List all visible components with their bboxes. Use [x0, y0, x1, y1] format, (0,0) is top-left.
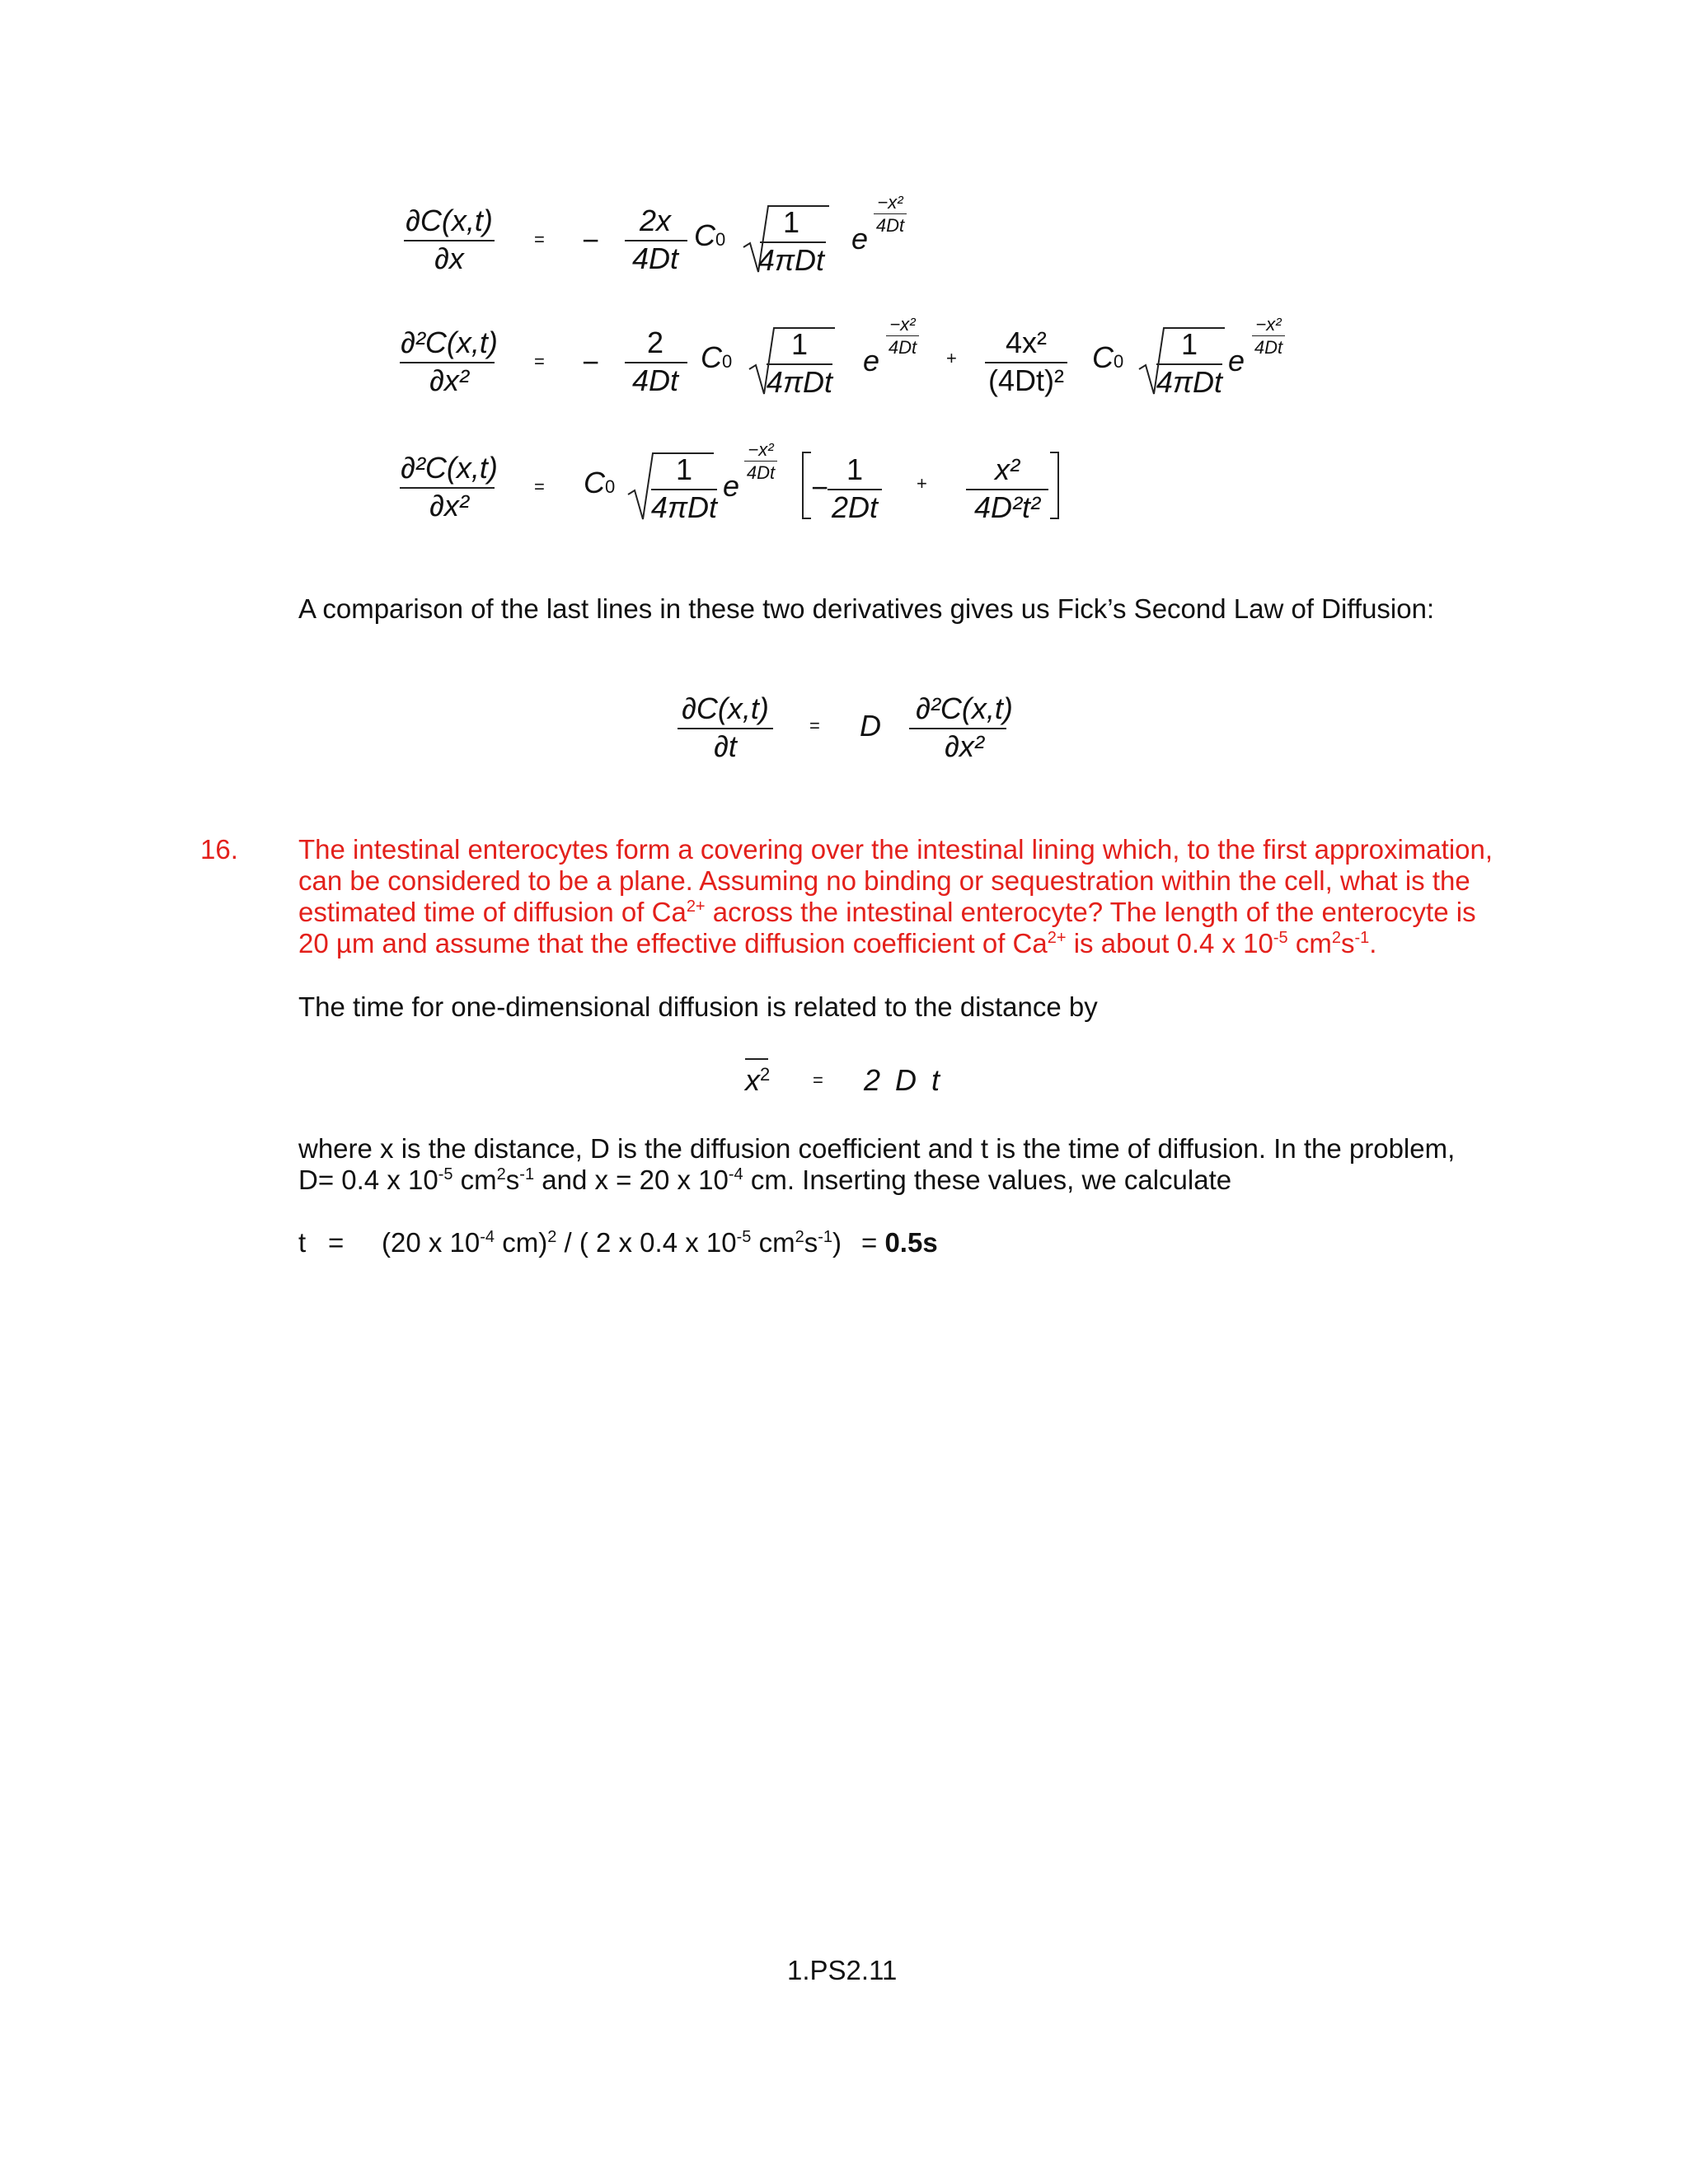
- fick-equals: =: [809, 715, 820, 736]
- eq1-coef-numerator: 2x: [639, 204, 672, 237]
- answer-intro: The time for one-dimensional diffusion is related to the distance by: [298, 991, 1098, 1022]
- diffusion-equals: =: [813, 1070, 823, 1090]
- eq2-coef-denominator: 4Dt: [631, 363, 679, 397]
- eq2-exp-numerator: −x²: [889, 314, 916, 335]
- eq3-t1-bar: [828, 489, 882, 490]
- mean-overbar: [745, 1058, 768, 1060]
- eq2-root-numerator: 1: [790, 327, 809, 361]
- eq3-equals: =: [534, 476, 545, 497]
- eq2-lhs-bar: [400, 362, 495, 363]
- eq2-coef2-bar: [985, 362, 1067, 363]
- where-line-2: D= 0.4 x $10^{-5}$ $cm^2s^{-1}$ and x = 20 x $10^{-4}$ cm. Inserting these values, we calculate: [298, 1165, 1232, 1195]
- eq3-exp-fraction: [740, 441, 781, 482]
- eq1-root-denominator: 4πDt: [757, 243, 825, 277]
- eq2-e2: e: [1228, 344, 1245, 377]
- eq3-lhs-bar: [400, 487, 495, 489]
- eq1-exp-numerator: −x²: [877, 192, 903, 213]
- diffusion-lhs: $x^2$: [745, 1063, 771, 1097]
- eq1-exp-fraction: [870, 194, 911, 235]
- eq2-plus: +: [946, 348, 957, 368]
- eq1-lhs-bar: [404, 240, 495, 241]
- eq1-exp-denominator: 4Dt: [875, 215, 905, 236]
- eq2-coef-numerator: 2: [646, 326, 664, 359]
- fick-rhs-bar: [909, 728, 1006, 729]
- calc-expression: (20 x $10^{-4}$ cm)$^2$ / ( 2 x 0.4 x $10^{-5}$ $cm^2s^{-1}) = 0.5s$: [382, 1227, 938, 1258]
- fick-lhs-numerator: ∂C(x,t): [682, 691, 769, 725]
- problem-line-3: estimated time of diffusion of $Ca^{2+}$ across the intestinal enterocyte? The length of the enterocyte is: [298, 897, 1476, 927]
- eq3-t2-numerator: x²: [995, 452, 1020, 486]
- eq2-exp2-bar: [1252, 335, 1285, 336]
- eq3-t2-denominator: 4D²t²: [974, 490, 1040, 524]
- problem-line-1: The intestinal enterocytes form a covering over the intestinal lining which, to the first approximation,: [298, 834, 1493, 865]
- eq1-root-numerator: 1: [782, 205, 800, 239]
- eq2-exp-bar: [886, 335, 919, 336]
- eq3-right-bracket: [1048, 451, 1060, 520]
- eq2-root-bar: [767, 363, 832, 365]
- fick-d: D: [860, 709, 881, 743]
- eq1-lhs-numerator: ∂C(x,t): [406, 204, 493, 237]
- eq2-e: e: [863, 344, 880, 377]
- eq2-root-denominator: 4πDt: [766, 365, 833, 399]
- eq2-root2-numerator: 1: [1180, 327, 1198, 361]
- eq1-exp-bar: [874, 213, 907, 214]
- eq1-lhs-denominator: ∂x: [434, 241, 464, 275]
- problem-line-2: can be considered to be a plane. Assuming no binding or sequestration within the cell, what is the: [298, 865, 1470, 896]
- where-line-1: where x is the distance, D is the diffusion coefficient and t is the time of diffusion. In the problem,: [298, 1133, 1456, 1164]
- eq2-minus: −: [582, 345, 600, 379]
- eq2-coef2-denominator: (4Dt)²: [988, 363, 1064, 397]
- eq3-minus: −: [811, 471, 829, 504]
- problem-line-4: 20 µm and assume that the effective diffusion coefficient of $Ca^{2+}$ is about 0.4 x $10^{-5}$ $cm^2s^{-1}$.: [298, 928, 1377, 958]
- eq1-e: e: [851, 222, 869, 255]
- eq2-coef2-numerator: 4x²: [1005, 326, 1047, 359]
- eq1-coef-denominator: 4Dt: [631, 241, 679, 275]
- eq1-minus: −: [582, 223, 600, 257]
- eq3-c0: C0: [584, 466, 616, 499]
- diffusion-rhs: 2 D t: [864, 1063, 944, 1097]
- comparison-paragraph: A comparison of the last lines in these two derivatives gives us Fick’s Second Law of Diffusion:: [298, 593, 1435, 624]
- eq3-root-numerator: 1: [675, 452, 693, 486]
- calc-result: 0.5s: [884, 1227, 938, 1258]
- eq2-c0b: C0: [1092, 340, 1124, 374]
- eq2-root2-denominator: 4πDt: [1156, 365, 1223, 399]
- fick-rhs-numerator: ∂²C(x,t): [916, 691, 1013, 725]
- eq2-lhs-denominator: ∂x²: [429, 363, 469, 397]
- page-number: 1.PS2.11: [787, 1955, 898, 1985]
- fick-rhs-denominator: ∂x²: [945, 729, 984, 763]
- eq2-c0: C0: [701, 340, 733, 374]
- eq2-exp2-fraction: [1248, 316, 1289, 357]
- eq3-root-bar: [651, 489, 717, 490]
- eq2-equals: =: [534, 351, 545, 372]
- eq3-lhs-denominator: ∂x²: [429, 489, 469, 523]
- eq1-coef-bar: [625, 240, 687, 241]
- eq3-plus: +: [917, 473, 927, 494]
- eq2-exp2-numerator: −x²: [1255, 314, 1282, 335]
- fick-lhs-bar: [678, 728, 773, 729]
- eq1-c0: C0: [694, 218, 726, 252]
- fick-lhs-denominator: ∂t: [714, 729, 737, 763]
- eq3-t1-numerator: 1: [846, 452, 864, 486]
- eq2-coef-bar: [625, 362, 687, 363]
- eq1-equals: =: [534, 229, 545, 250]
- calc-t: t: [298, 1227, 307, 1258]
- eq3-e: e: [723, 469, 740, 503]
- problem-number: 16.: [200, 834, 238, 865]
- eq1-root-bar: [760, 241, 826, 243]
- eq2-exp-fraction: [882, 316, 923, 357]
- eq2-root2-bar: [1156, 363, 1222, 365]
- calc-equals: =: [328, 1227, 345, 1258]
- eq2-exp-denominator: 4Dt: [888, 337, 917, 358]
- eq2-lhs-numerator: ∂²C(x,t): [401, 326, 498, 359]
- eq2-exp2-denominator: 4Dt: [1254, 337, 1283, 358]
- eq3-t2-bar: [966, 489, 1048, 490]
- eq3-t1-denominator: 2Dt: [831, 490, 879, 524]
- eq3-exp-bar: [744, 461, 777, 462]
- eq3-exp-denominator: 4Dt: [746, 462, 776, 483]
- eq3-exp-numerator: −x²: [748, 439, 774, 460]
- eq3-root-denominator: 4πDt: [650, 490, 718, 524]
- eq3-lhs-numerator: ∂²C(x,t): [401, 451, 498, 485]
